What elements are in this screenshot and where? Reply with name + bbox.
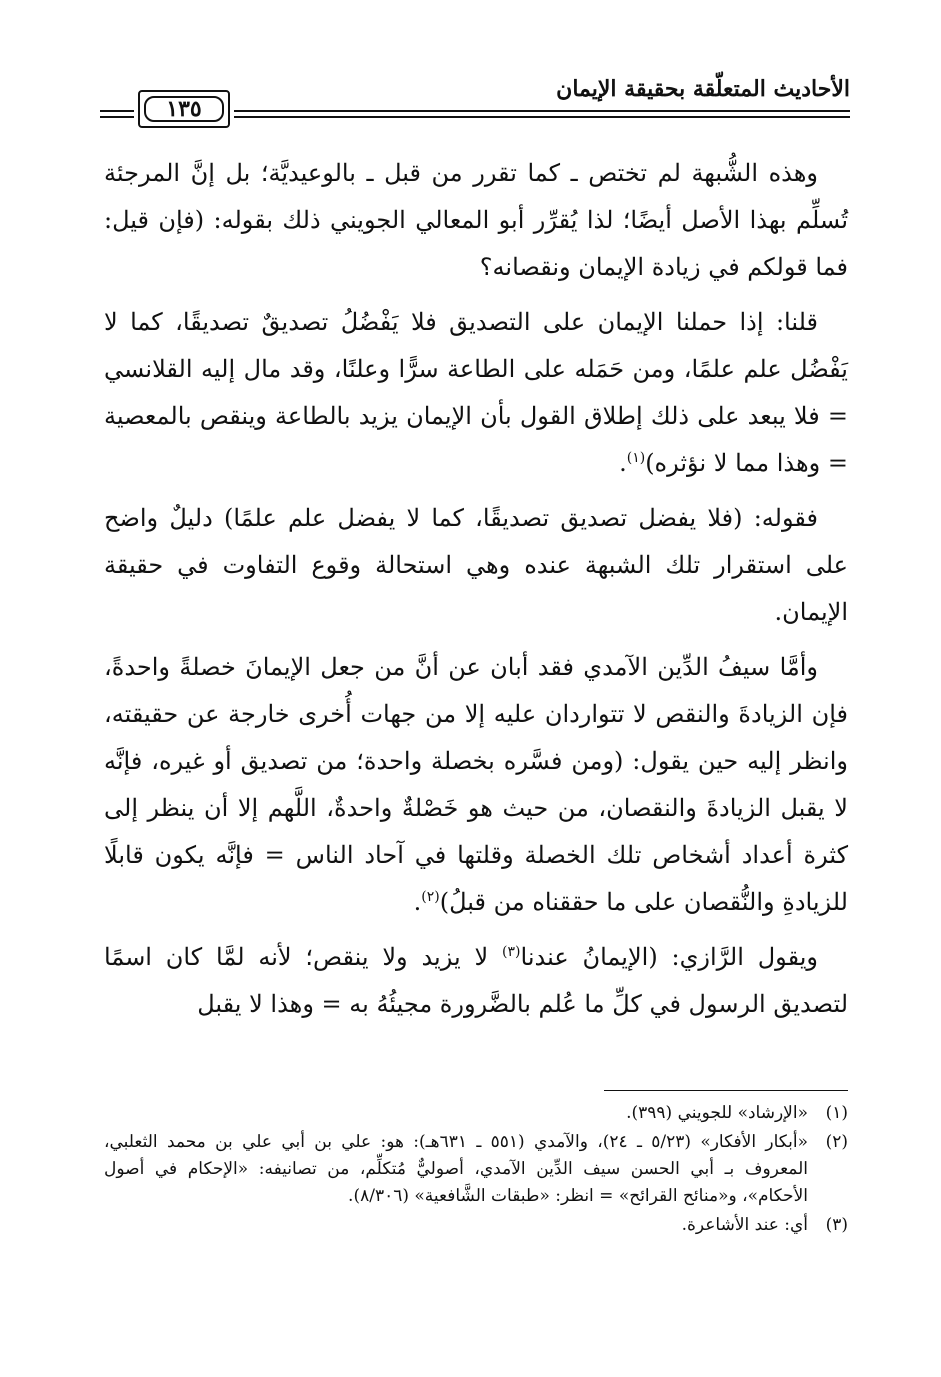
main-text <box>104 150 848 1036</box>
paragraph-tail: . <box>619 449 627 477</box>
footnote-number: (٢) <box>825 1132 848 1152</box>
paragraph-tail: . <box>413 888 422 916</box>
header-rule <box>100 110 134 112</box>
paragraph-text: فقوله: (فلا يفضل تصديق تصديقًا، كما لا يفضل علم علمًا) دليلٌ واضح على استقرار تلك الشبهة عنده وهي استحالة وقوع التفاوت في حقيقة الإيمان. <box>104 504 848 626</box>
footnote-ref: (٣) <box>502 944 521 960</box>
footnote-number: (٣) <box>825 1215 848 1235</box>
footnote <box>104 1100 848 1127</box>
paragraph-text: وهذه الشُّبهة لم تختص ـ كما تقرر من قبل ـ بالوعيديَّة؛ بل إنَّ المرجئة تُسلِّم بهذا الأصل أيضًا؛ لذا يُقرِّر أبو المعالي الجويني ذلك بقوله: (فإن قيل: فما قولكم في زيادة الإيمان ونقصانه؟ <box>104 159 848 281</box>
header-rule <box>234 116 850 118</box>
footnote-text: «الإرشاد» للجويني (٣٩٩). <box>626 1103 808 1123</box>
paragraph <box>104 934 848 1028</box>
footnote <box>104 1129 848 1210</box>
footnotes <box>104 1100 848 1241</box>
paragraph-text: وأمَّا سيفُ الدِّين الآمدي فقد أبان عن أنَّ من جعل الإيمانَ خصلةً واحدةً، فإن الزيادةَ والنقص لا تتواردان عليه إلا من جهات أُخرى خارجة عن حقيقته، وانظر إليه حين يقول: (ومن فسَّره بخصلة واحدة؛ من تصديق أو غيره، فإنَّه لا يقبل الزيادةَ والنقصان، من حيث هو خَصْلةٌ واحدةٌ، اللَّهم إلا أن ينظر إلى كثرة أعداد أشخاص تلك الخصلة وقلتها في آحاد الناس = فإنَّه يكون قابلًا للزيادةِ والنُّقصان على ما حققناه من قبلُ) <box>104 653 848 916</box>
footnote-separator <box>604 1090 848 1091</box>
footnote-text: «أبكار الأفكار» (٥/٢٣ ـ ٢٤)، والآمدي (٥٥١ ـ ٦٣١هـ): هو: علي بن أبي علي بن محمد الثعلبي، المعروف بـ أبي الحسن سيف الدِّين الآمدي، أصوليٌّ مُتكلِّم، من تصانيفه: «الإحكام في أصول الأحكام»، و«منائح القرائح» = انظر: «طبقات الشَّافعية» (٨/٣٠٦). <box>104 1132 808 1206</box>
paragraph <box>104 644 848 926</box>
footnote <box>104 1212 848 1239</box>
footnote-ref: (١) <box>626 450 646 466</box>
header-rule <box>100 116 134 118</box>
footnote-ref: (٢) <box>421 889 440 905</box>
paragraph-text: ويقول الرَّازي: (الإيمانُ عندنا <box>520 943 818 971</box>
header-rule <box>234 110 850 112</box>
paragraph-text: قلنا: إذا حملنا الإيمان على التصديق فلا يَفْضُلُ تصديقٌ تصديقًا، كما لا يَفْضُل علم علمًا، ومن حَمَله على الطاعة سرًّا وعلنًا، وقد مال إليه القلانسي = فلا يبعد على ذلك إطلاق القول بأن الإيمان يزيد بالطاعة وينقص بالمعصية = وهذا مما لا نؤثره) <box>104 308 848 477</box>
page-number: ١٣٥ <box>144 96 224 122</box>
paragraph-text: لا يزيد ولا ينقص؛ لأنه لمَّا كان اسمًا لتصديق الرسول في كلِّ ما عُلم بالضَّرورة مجيئُهُ به = وهذا لا يقبل <box>104 943 848 1018</box>
page-header <box>100 70 850 134</box>
footnote-number: (١) <box>825 1103 848 1123</box>
footnote-text: أي: عند الأشاعرة. <box>681 1215 808 1235</box>
page-number-frame <box>138 90 230 128</box>
paragraph <box>104 299 848 487</box>
paragraph <box>104 150 848 291</box>
paragraph <box>104 495 848 636</box>
running-title: الأحاديث المتعلّقة بحقيقة الإيمان <box>556 76 850 102</box>
